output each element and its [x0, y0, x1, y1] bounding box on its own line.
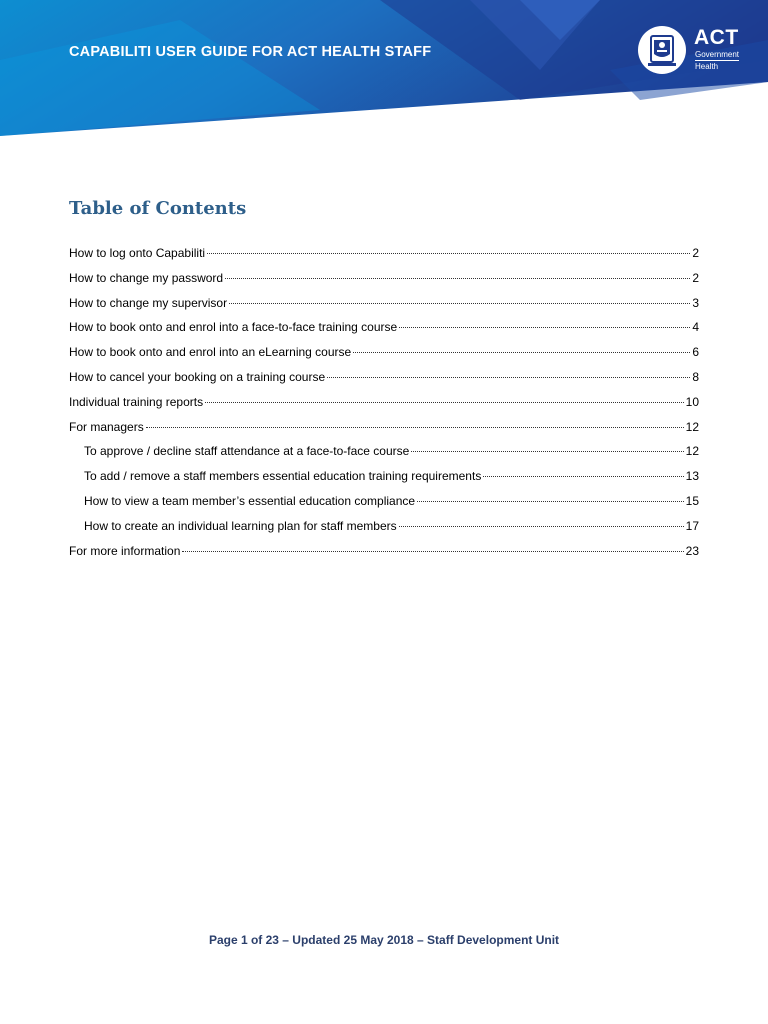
toc-entry-label: For managers — [69, 419, 144, 434]
toc-entry-label: To add / remove a staff members essential education training requirements — [84, 469, 482, 484]
toc-entry-label: How to view a team member’s essential education compliance — [84, 493, 416, 508]
toc-entry-page: 4 — [692, 320, 699, 335]
toc-entry-label: How to cancel your booking on a training course — [69, 369, 326, 384]
toc-leader-dots — [411, 450, 683, 452]
act-health-logo — [638, 26, 742, 74]
toc-leader-dots — [483, 475, 683, 477]
toc-entry[interactable] — [69, 420, 699, 445]
toc-subentry[interactable] — [69, 494, 699, 519]
toc-entry[interactable] — [69, 271, 699, 296]
toc-entry-page: 10 — [685, 394, 699, 409]
toc-leader-dots — [182, 550, 683, 552]
toc-leader-dots — [146, 426, 684, 428]
toc-entry-page: 13 — [685, 469, 699, 484]
toc-entry-label: How to change my supervisor — [69, 295, 228, 310]
toc-subentry[interactable] — [69, 519, 699, 544]
logo-act-text: ACT — [694, 26, 739, 49]
toc-entry[interactable] — [69, 246, 699, 271]
toc-entry-label: To approve / decline staff attendance at a face-to-face course — [84, 444, 410, 459]
logo-government-text: Government — [695, 50, 740, 59]
toc-leader-dots — [225, 277, 690, 279]
toc-heading: Table of Contents — [69, 198, 247, 219]
toc-entry[interactable] — [69, 296, 699, 321]
toc-entry-label: How to log onto Capabiliti — [69, 246, 206, 260]
toc-entry[interactable] — [69, 395, 699, 420]
logo-health-text: Health — [695, 62, 719, 71]
toc-entry-page: 23 — [685, 543, 699, 558]
table-of-contents — [69, 246, 699, 568]
toc-entry-page: 2 — [692, 270, 699, 285]
toc-entry-label: How to change my password — [69, 270, 224, 285]
toc-entry-label: How to create an individual learning plan for staff members — [84, 518, 397, 533]
toc-leader-dots — [205, 401, 684, 403]
toc-leader-dots — [207, 252, 690, 254]
toc-entry-page: 15 — [685, 493, 699, 508]
header-title: CAPABILITI USER GUIDE FOR ACT HEALTH STAFF — [69, 44, 432, 60]
toc-leader-dots — [417, 500, 684, 502]
toc-entry[interactable] — [69, 345, 699, 370]
toc-entry-page: 17 — [685, 518, 699, 533]
toc-entry[interactable] — [69, 320, 699, 345]
toc-leader-dots — [229, 302, 690, 304]
toc-leader-dots — [399, 525, 684, 527]
toc-entry-label: Individual training reports — [69, 394, 204, 409]
toc-entry-label: How to book onto and enrol into an eLearning course — [69, 345, 352, 360]
toc-entry[interactable] — [69, 370, 699, 395]
toc-entry-page: 6 — [692, 345, 699, 360]
toc-leader-dots — [353, 351, 690, 353]
toc-leader-dots — [327, 376, 690, 378]
toc-subentry[interactable] — [69, 444, 699, 469]
toc-entry[interactable] — [69, 544, 699, 569]
logo-divider — [695, 60, 739, 61]
toc-entry-page: 12 — [685, 419, 699, 434]
toc-entry-label: For more information — [69, 543, 181, 558]
page-footer: Page 1 of 23 – Updated 25 May 2018 – Staff Development Unit — [208, 933, 560, 947]
toc-entry-page: 12 — [685, 444, 699, 459]
toc-entry-page: 2 — [692, 246, 699, 260]
toc-leader-dots — [399, 326, 690, 328]
toc-entry-page: 3 — [692, 295, 699, 310]
toc-entry-page: 8 — [692, 369, 699, 384]
toc-entry-label: How to book onto and enrol into a face-to-face training course — [69, 320, 398, 335]
page-header-banner — [0, 0, 768, 140]
toc-subentry[interactable] — [69, 469, 699, 494]
coat-of-arms-icon — [638, 26, 686, 74]
